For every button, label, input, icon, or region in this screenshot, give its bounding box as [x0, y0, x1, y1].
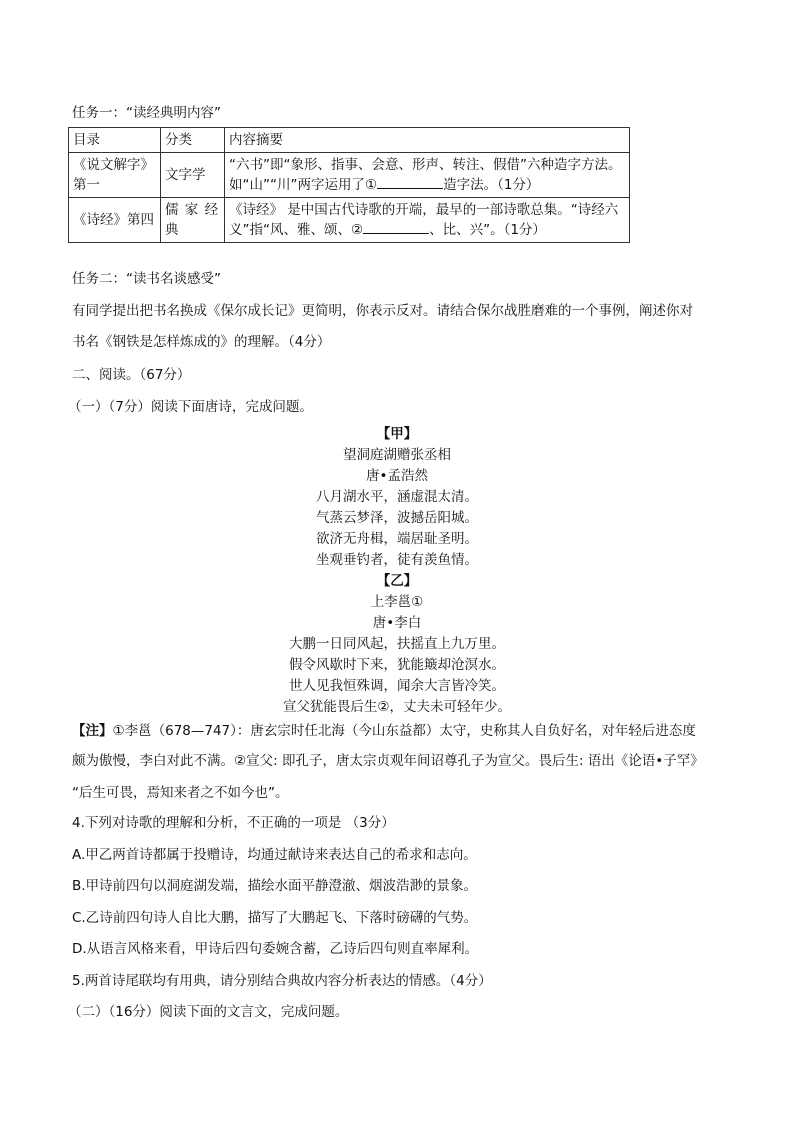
- subsection-classical-heading: （二）（16分）阅读下面的文言文，完成问题。: [68, 1004, 349, 1020]
- question-4-option-b: B.甲诗前四句以洞庭湖发端，描绘水面平静澄澈、烟波浩渺的景象。: [72, 878, 478, 894]
- table-header-row: [69, 128, 630, 153]
- row-directory: 《说文解字》第一: [69, 153, 161, 198]
- header-category: 分类: [161, 128, 225, 153]
- poem-b-line: 假令风歇时下来，犹能簸却沧溟水。: [289, 657, 505, 673]
- subsection-poem-heading: （一）（7分）阅读下面唐诗，完成问题。: [68, 399, 313, 415]
- note-text: ①李邕（678—747）：唐玄宗时任北海（今山东益都）太守，史称其人自负好名，对年轻后进态度: [112, 723, 696, 739]
- header-summary: 内容摘要: [225, 128, 630, 153]
- question-4-stem: 4.下列对诗歌的理解和分析，不正确的一项是 （3分）: [72, 815, 395, 831]
- row-directory: 《诗经》第四: [69, 198, 161, 243]
- poem-b-author: 唐•李白: [372, 615, 422, 631]
- task1-title: 任务一：“读经典明内容”: [72, 105, 221, 121]
- row-category: 儒 家 经典: [161, 198, 225, 243]
- note-line1: [72, 722, 696, 740]
- task2-question-line2: 书名《钢铁是怎样炼成的》的理解。（4分）: [72, 334, 331, 350]
- table-row: [69, 198, 630, 243]
- poem-b-title: 上李邕①: [370, 594, 424, 610]
- poem-b-mark: 【乙】: [376, 573, 418, 589]
- table-row: [69, 153, 630, 198]
- poem-a-line: 气蒸云梦泽，波撼岳阳城。: [316, 510, 478, 526]
- note-line2: 颇为傲慢，李白对此不满。②宣父: 即孔子，唐太宗贞观年间诏尊孔子为宣父。畏后生: 语出《论语•子罕》: [72, 753, 704, 769]
- note-label: 【注】: [72, 723, 113, 739]
- question-4-option-d: D.从语言风格来看，甲诗后四句委婉含蓄，乙诗后四句则直率犀利。: [72, 941, 479, 957]
- summary-text-end: 、比、兴”。（1分）: [429, 222, 546, 238]
- poem-a-author: 唐•孟浩然: [366, 468, 428, 484]
- poem-a-mark: 【甲】: [376, 426, 418, 442]
- note-line3: “后生可畏，焉知来者之不如今也”。: [72, 785, 289, 801]
- task1-table: [68, 127, 630, 243]
- section-reading-heading: 二、阅读。（67分）: [72, 367, 191, 383]
- summary-text: “六书”即“象形、指事、会意、形声、转注、假借”六种造字方法。如“山”“川”两字运用了①: [229, 157, 622, 193]
- task2-title: 任务二：“读书名谈感受”: [72, 271, 221, 287]
- poem-b-line: 大鹏一日同风起，扶摇直上九万里。: [289, 636, 505, 652]
- header-directory: 目录: [69, 128, 161, 153]
- poem-b-line: 世人见我恒殊调，闻余大言皆冷笑。: [289, 678, 505, 694]
- summary-text-end: 造字法。（1分）: [443, 177, 540, 193]
- summary-text: 《诗经》 是中国古代诗歌的开端，最早的一部诗歌总集。“诗经六义”指“风、雅、颂、②: [229, 202, 619, 238]
- poem-a-line: 欲济无舟楫，端居耻圣明。: [316, 531, 478, 547]
- poem-a-title: 望洞庭湖赠张丞相: [343, 447, 451, 463]
- poem-a-line: 八月湖水平，涵虚混太清。: [316, 489, 478, 505]
- poem-a-line: 坐观垂钓者，徒有羡鱼情。: [316, 552, 478, 568]
- poem-b-line: 宣父犹能畏后生②，丈夫未可轻年少。: [282, 699, 512, 715]
- row-summary: [225, 153, 630, 198]
- row-category: 文字学: [161, 153, 225, 198]
- answer-blank-1[interactable]: [377, 175, 443, 189]
- question-4-option-a: A.甲乙两首诗都属于投赠诗，均通过献诗来表达自己的希求和志向。: [72, 847, 477, 863]
- answer-blank-2[interactable]: [363, 220, 429, 234]
- task2-question-line1: 有同学提出把书名换成《保尔成长记》更简明，你表示反对。请结合保尔战胜磨难的一个事例，阐述你对: [72, 303, 693, 319]
- question-5: 5.两首诗尾联均有用典，请分别结合典故内容分析表达的情感。（4分）: [72, 973, 492, 989]
- question-4-option-c: C.乙诗前四句诗人自比大鹏，描写了大鹏起飞、下落时磅礴的气势。: [72, 910, 478, 926]
- row-summary: [225, 198, 630, 243]
